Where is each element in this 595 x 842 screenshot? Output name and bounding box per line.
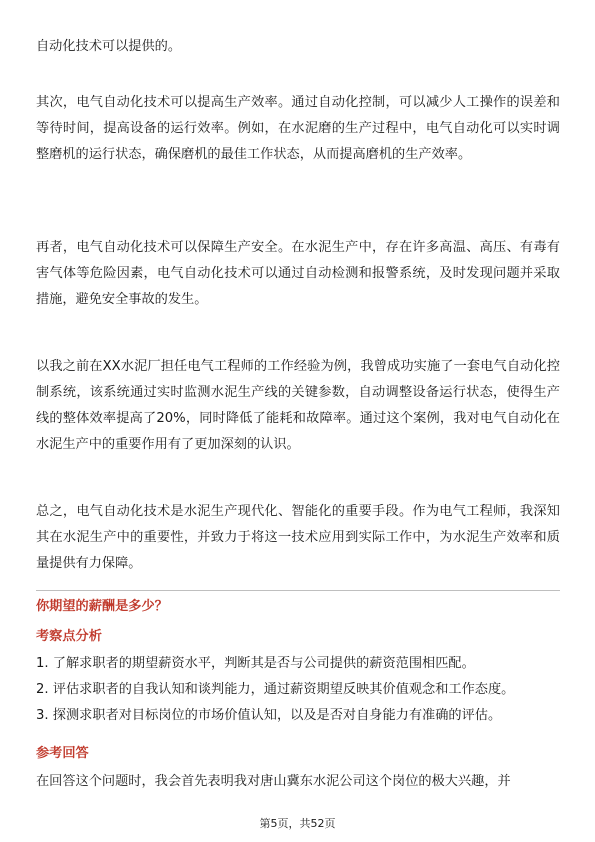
section-divider [36,590,560,591]
body-paragraph: 以我之前在XX水泥厂担任电气工程师的工作经验为例，我曾成功实施了一套电气自动化控制系统，该系统通过实时监测水泥生产线的关键参数，自动调整设备运行状态，使得生产线的整体效率提高了20%，同时降低了能耗和故障率。通过这个案例，我对电气自动化在水泥生产中的重要作用有了更加深刻的认识。 [36,359,560,452]
page-footer: 第5页，共52页 [259,817,336,830]
list-item: 3. 探测求职者对目标岗位的市场价值认知，以及是否对自身能力有准确的评估。 [36,708,502,723]
reference-answer-heading: 参考回答 [36,746,89,761]
body-paragraph: 总之，电气自动化技术是水泥生产现代化、智能化的重要手段。作为电气工程师，我深知其在水泥生产中的重要性，并致力于将这一技术应用到实际工作中，为水泥生产效率和质量提供有力保障。 [36,504,560,571]
analysis-heading: 考察点分析 [36,629,102,644]
body-paragraph: 其次，电气自动化技术可以提高生产效率。通过自动化控制，可以减少人工操作的误差和等待时间，提高设备的运行效率。例如，在水泥磨的生产过程中，电气自动化可以实时调整磨机的运行状态，确保磨机的最佳工作状态，从而提高磨机的生产效率。 [36,95,560,162]
reference-answer-text: 在回答这个问题时，我会首先表明我对唐山冀东水泥公司这个岗位的极大兴趣，并 [36,774,511,789]
body-paragraph: 再者，电气自动化技术可以保障生产安全。在水泥生产中，存在许多高温、高压、有毒有害气体等危险因素，电气自动化技术可以通过自动检测和报警系统，及时发现问题并采取措施，避免安全事故的发生。 [36,240,560,307]
list-item: 2. 评估求职者的自我认知和谈判能力，通过薪资期望反映其价值观念和工作态度。 [36,682,515,697]
list-item: 1. 了解求职者的期望薪资水平，判断其是否与公司提供的薪资范围相匹配。 [36,656,475,671]
analysis-list [36,651,560,729]
interview-question: 你期望的薪酬是多少？ [36,599,168,614]
body-paragraph: 自动化技术可以提供的。 [36,39,182,54]
